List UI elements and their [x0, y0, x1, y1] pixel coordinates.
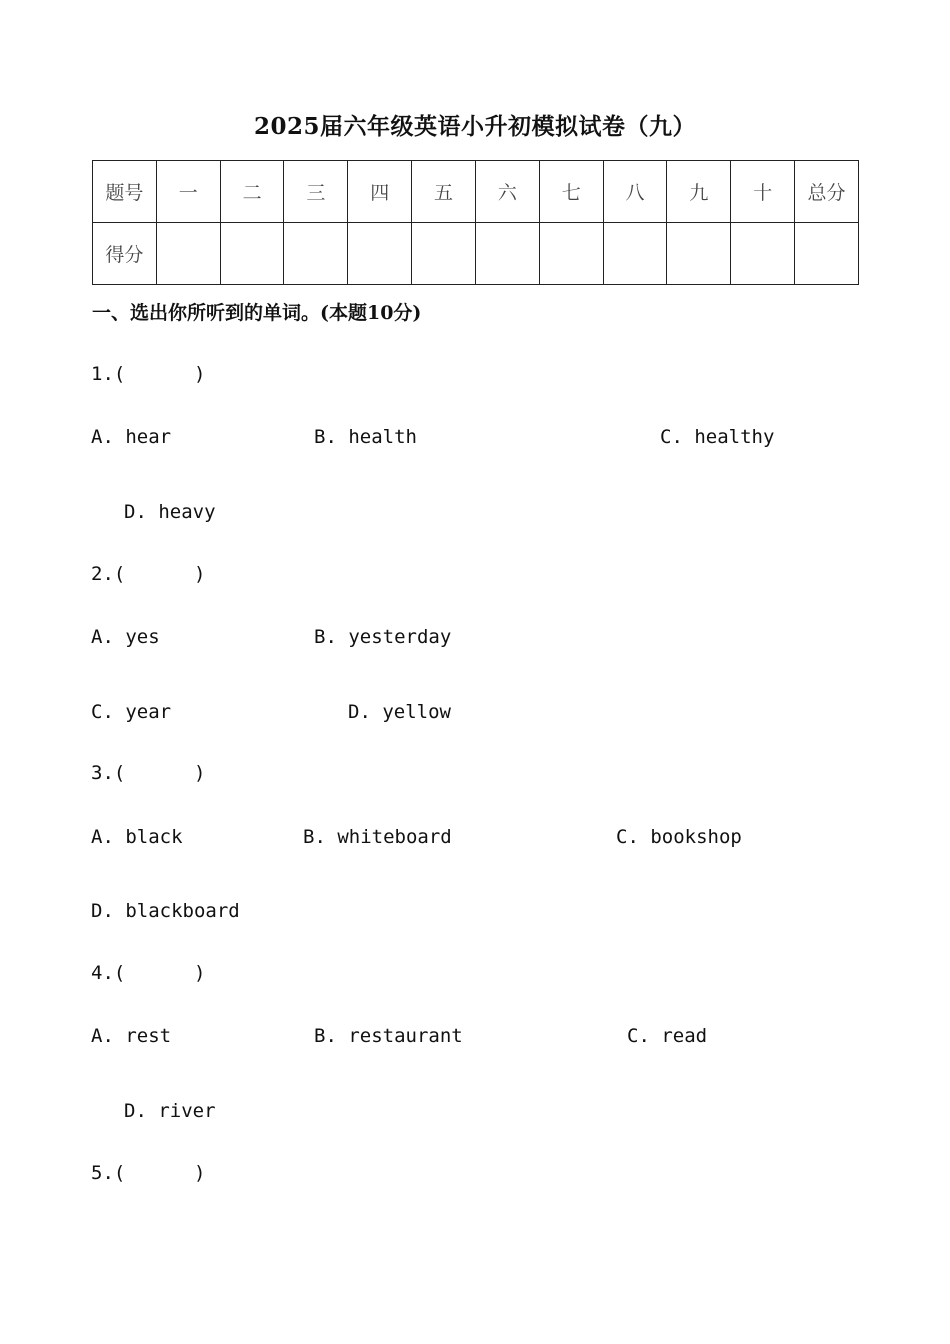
score-header-cell: 总分: [795, 161, 859, 223]
score-input-cell[interactable]: [731, 223, 795, 285]
score-input-cell[interactable]: [156, 223, 220, 285]
score-header-cell: 题号: [93, 161, 157, 223]
score-header-cell: 八: [603, 161, 667, 223]
section-heading: 一、选出你所听到的单词。(本题10分): [92, 302, 422, 324]
question-number[interactable]: 3.( ): [91, 762, 206, 784]
score-input-cell[interactable]: [220, 223, 284, 285]
score-input-cell[interactable]: [603, 223, 667, 285]
option-c: C. bookshop: [616, 826, 742, 848]
option-a: A. rest: [91, 1025, 172, 1047]
score-header-cell: 三: [284, 161, 348, 223]
option-c: C. read: [627, 1025, 708, 1047]
option-d: D. heavy: [124, 501, 216, 523]
page-title: 2025届六年级英语小升初模拟试卷（九）: [253, 113, 696, 140]
question-number[interactable]: 1.( ): [91, 363, 206, 385]
option-d: D. blackboard: [91, 900, 240, 922]
score-table: [92, 160, 859, 285]
score-input-cell[interactable]: [667, 223, 731, 285]
score-header-cell: 一: [156, 161, 220, 223]
option-d: D. river: [124, 1100, 216, 1122]
score-table-header-row: [93, 161, 859, 223]
option-c: C. healthy: [660, 426, 775, 448]
question-number[interactable]: 2.( ): [91, 563, 206, 585]
option-a: A. hear: [91, 426, 172, 448]
score-input-cell[interactable]: [348, 223, 412, 285]
option-a: A. yes: [91, 626, 160, 648]
score-row-label: 得分: [93, 223, 157, 285]
option-c: C. year: [91, 701, 172, 723]
score-header-cell: 四: [348, 161, 412, 223]
option-b: B. whiteboard: [303, 826, 452, 848]
question-number[interactable]: 5.( ): [91, 1162, 206, 1184]
score-input-cell[interactable]: [475, 223, 539, 285]
score-header-cell: 七: [539, 161, 603, 223]
score-header-cell: 六: [475, 161, 539, 223]
score-header-cell: 九: [667, 161, 731, 223]
score-input-cell[interactable]: [795, 223, 859, 285]
option-a: A. black: [91, 826, 183, 848]
option-d: D. yellow: [348, 701, 451, 723]
score-header-cell: 十: [731, 161, 795, 223]
score-header-cell: 五: [412, 161, 476, 223]
score-input-cell[interactable]: [412, 223, 476, 285]
score-input-cell[interactable]: [284, 223, 348, 285]
option-b: B. restaurant: [314, 1025, 463, 1047]
score-header-cell: 二: [220, 161, 284, 223]
option-b: B. yesterday: [314, 626, 452, 648]
option-b: B. health: [314, 426, 417, 448]
score-input-cell[interactable]: [539, 223, 603, 285]
score-table-score-row: [93, 223, 859, 285]
question-number[interactable]: 4.( ): [91, 962, 206, 984]
